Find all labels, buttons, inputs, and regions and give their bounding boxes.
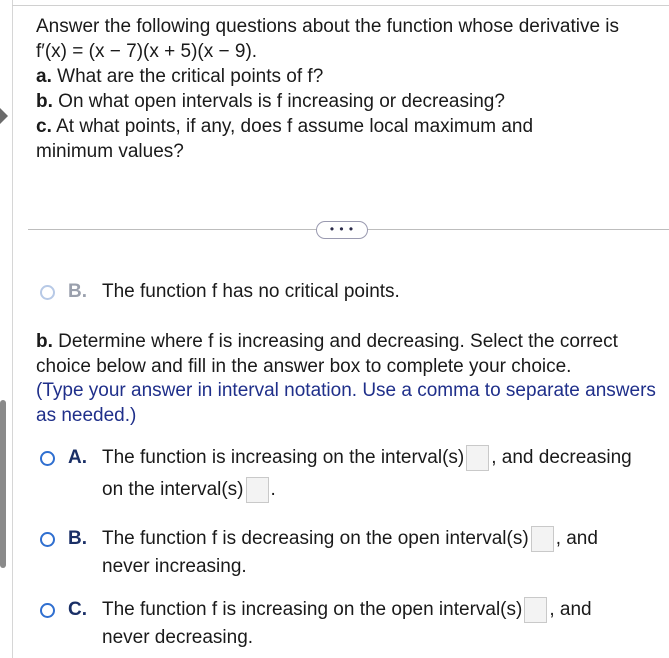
question-text	[36, 14, 656, 164]
option-c-letter: C.	[68, 599, 87, 620]
option-b-answer-box[interactable]	[531, 526, 554, 552]
option-c-text: The function f is increasing on the open interval(s)	[102, 599, 523, 620]
option-c-text-cont: , and	[549, 599, 592, 620]
option-b-letter: B.	[68, 528, 87, 549]
scroll-handle[interactable]	[0, 400, 6, 568]
part-c-label: c.	[36, 116, 52, 137]
question-part-b	[36, 89, 656, 114]
radio-option-c[interactable]	[40, 603, 55, 618]
part-a-option-b-letter: B.	[68, 281, 87, 302]
part-b-hint: (Type your answer in interval notation. Use a comma to separate answers as needed.)	[36, 380, 656, 426]
question-part-c	[36, 114, 656, 139]
part-c-text: At what points, if any, does f assume local maximum and	[56, 116, 534, 137]
collapse-arrow-icon[interactable]	[0, 108, 8, 124]
option-b-text-cont: , and	[555, 528, 598, 549]
part-a-label: a.	[36, 66, 52, 87]
option-a-period: .	[270, 479, 276, 500]
part-b-prompt-text: Determine where f is increasing and decreasing. Select the correct choice below and fill in the answer box to complete your choice.	[36, 331, 618, 377]
radio-part-a-option-b[interactable]	[40, 285, 55, 300]
option-a-text-line2: on the interval(s)	[102, 479, 244, 500]
question-derivative: f′(x) = (x − 7)(x + 5)(x − 9).	[36, 41, 258, 62]
question-part-c-cont: minimum values?	[36, 141, 184, 162]
more-button[interactable]: • • •	[316, 221, 368, 239]
option-c-line1	[102, 596, 592, 624]
part-b-text: On what open intervals is f increasing or decreasing?	[58, 91, 505, 112]
part-b-instructions	[36, 330, 656, 428]
part-a-option-b-text: The function f has no critical points.	[102, 281, 400, 302]
option-b-text: The function f is decreasing on the open interval(s)	[102, 528, 529, 549]
part-b-prompt	[36, 330, 656, 379]
part-b-prompt-label: b.	[36, 331, 53, 352]
option-c-line2: never decreasing.	[102, 627, 254, 648]
option-b-line2: never increasing.	[102, 556, 247, 577]
top-frame-edge	[12, 0, 669, 6]
question-part-a	[36, 64, 656, 89]
option-a-line2	[102, 476, 276, 504]
option-a-letter: A.	[68, 447, 87, 468]
option-c-answer-box[interactable]	[524, 597, 547, 623]
option-a-line1	[102, 444, 632, 472]
option-a-increasing-answer-box[interactable]	[466, 445, 489, 471]
option-a-decreasing-answer-box[interactable]	[246, 477, 269, 503]
option-a-text: The function is increasing on the interval(s)	[102, 447, 465, 468]
option-a-text-cont: , and decreasing	[491, 447, 632, 468]
option-b-line1	[102, 525, 598, 553]
radio-option-b[interactable]	[40, 532, 55, 547]
part-b-label: b.	[36, 91, 53, 112]
radio-option-a[interactable]	[40, 451, 55, 466]
part-a-text: What are the critical points of f?	[57, 66, 324, 87]
question-intro: Answer the following questions about the function whose derivative is	[36, 16, 620, 37]
